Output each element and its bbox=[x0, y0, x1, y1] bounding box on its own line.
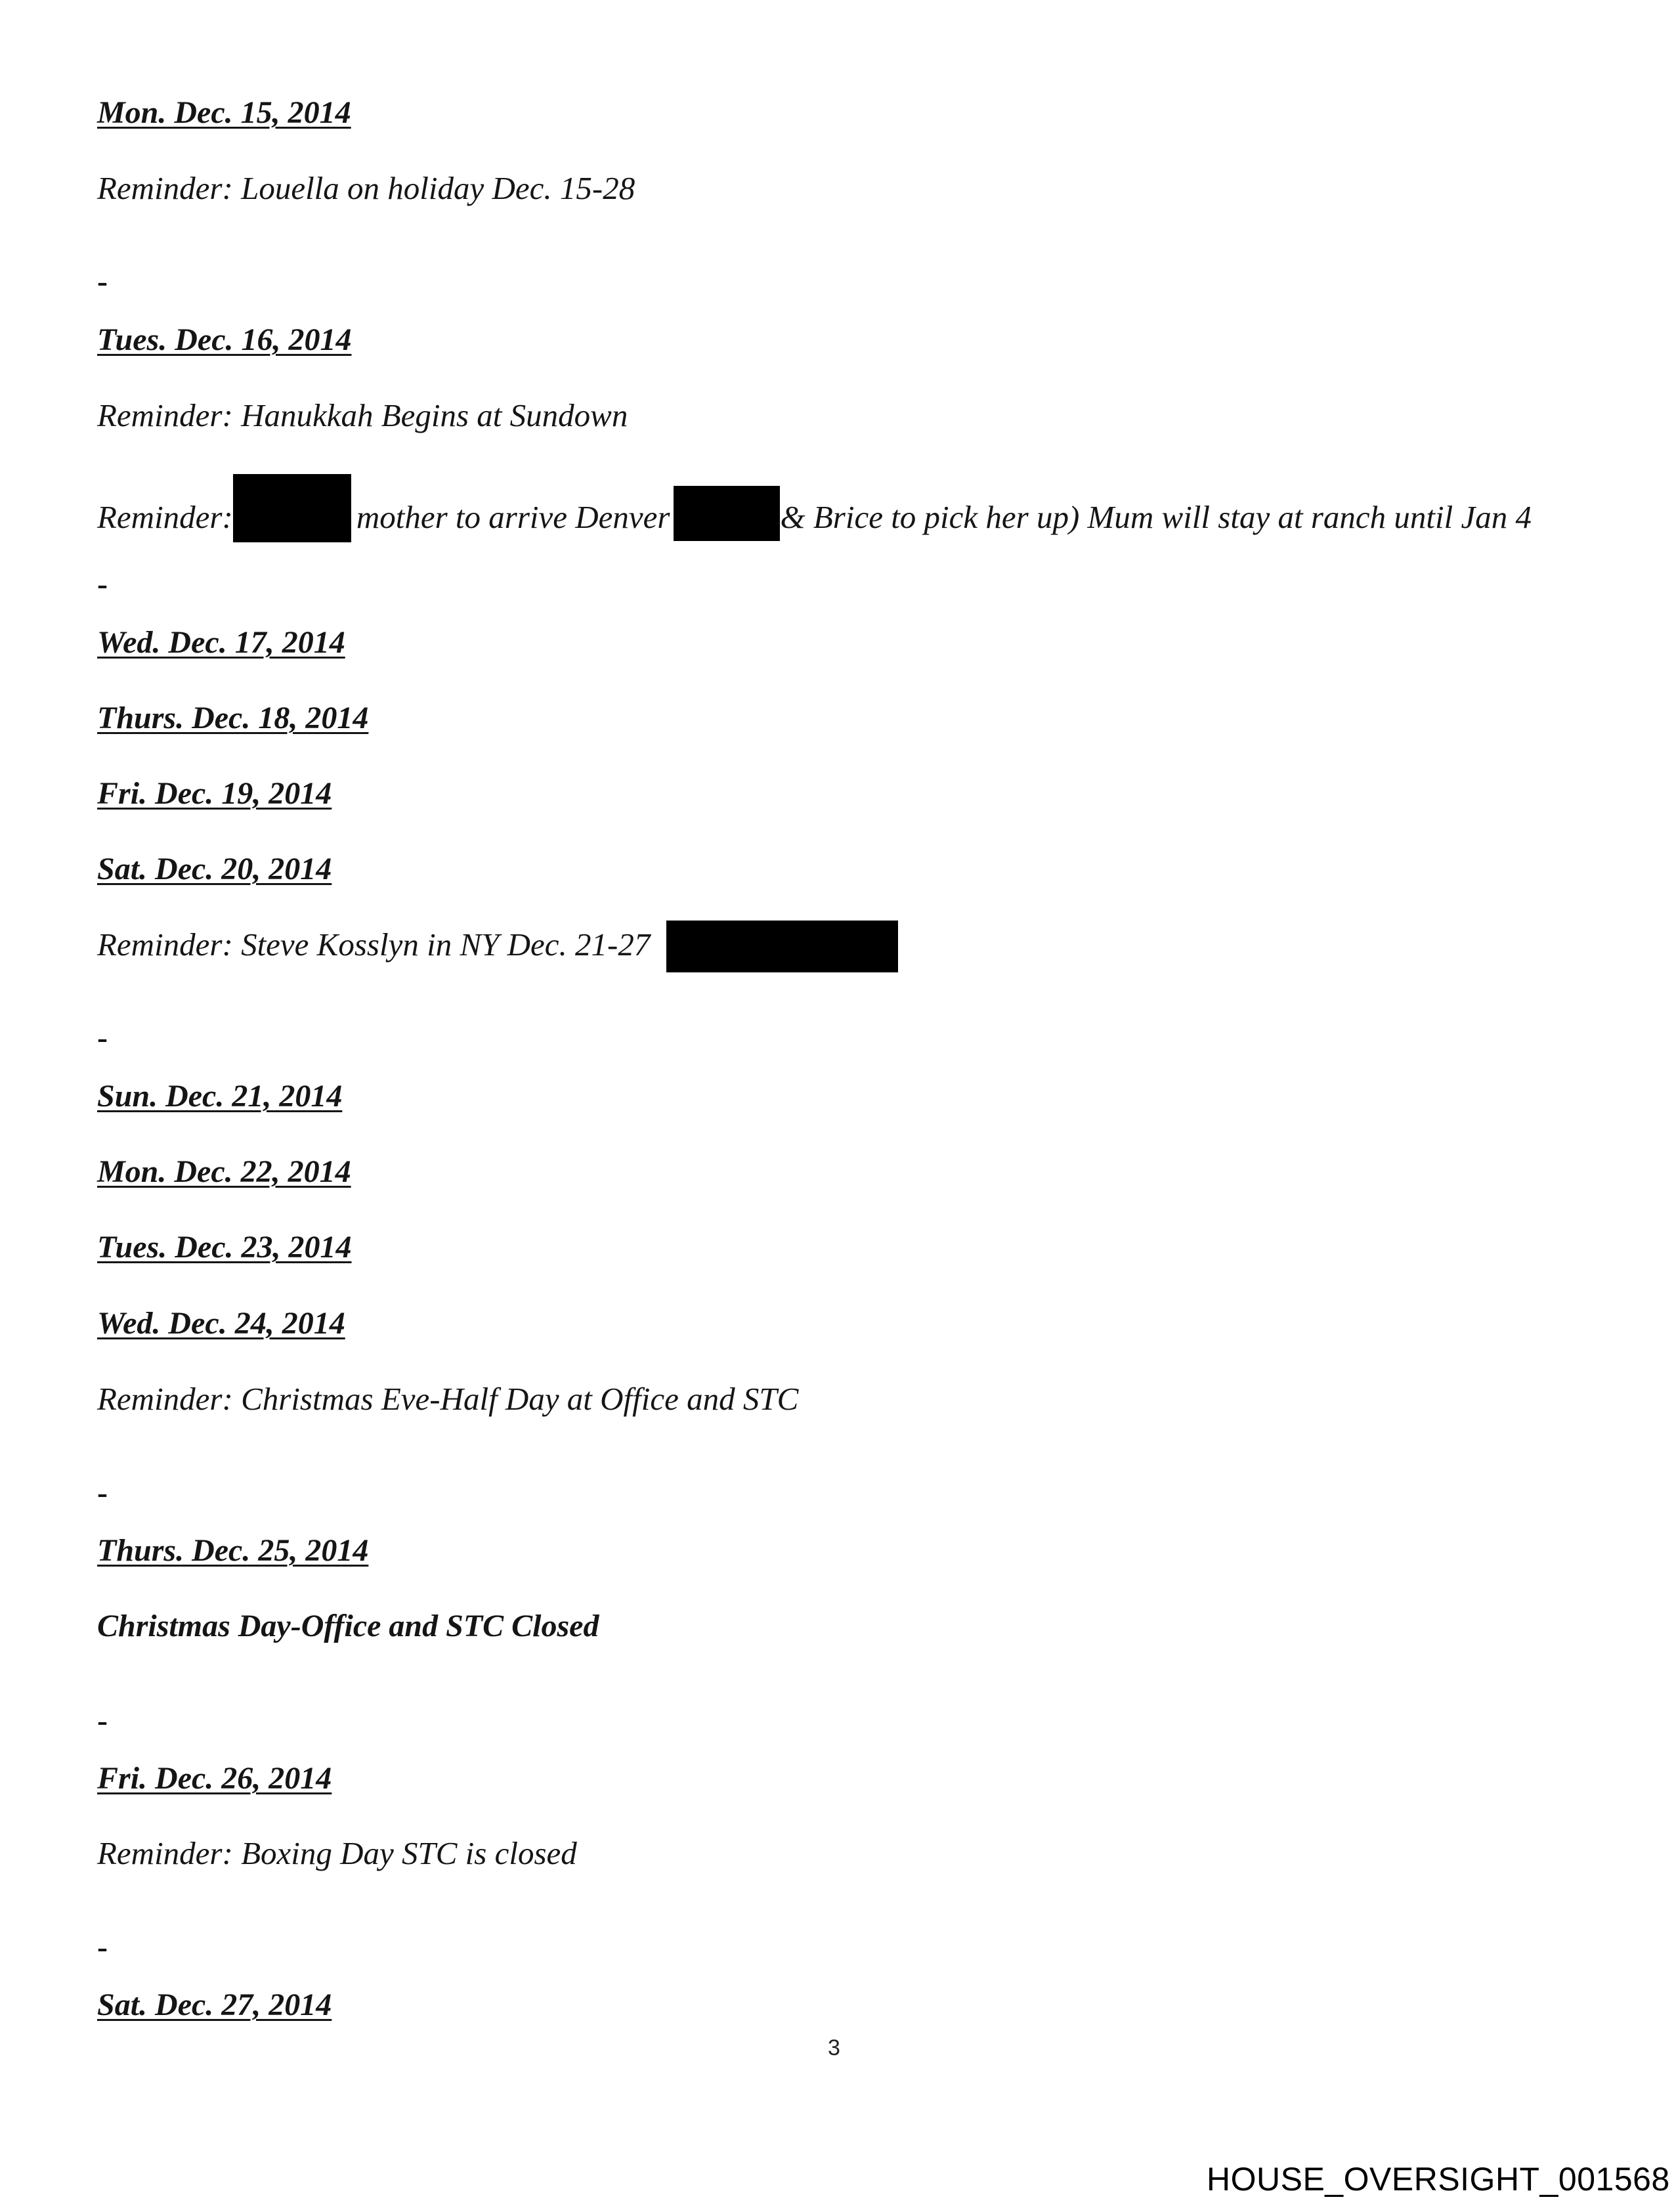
date-heading: Sat. Dec. 20, 2014 bbox=[97, 852, 332, 886]
reminder-line-redacted bbox=[97, 474, 1532, 542]
date-heading: Thurs. Dec. 25, 2014 bbox=[97, 1533, 369, 1568]
reminder-part: & Brice to pick her up) Mum will stay at ranch until Jan 4 bbox=[780, 499, 1532, 535]
date-heading: Thurs. Dec. 18, 2014 bbox=[97, 701, 369, 735]
date-heading: Sat. Dec. 27, 2014 bbox=[97, 1987, 332, 2022]
page-number: 3 bbox=[828, 2035, 840, 2060]
reminder-line: Reminder: Christmas Eve-Half Day at Office and STC bbox=[97, 1381, 799, 1417]
date-heading: Tues. Dec. 23, 2014 bbox=[97, 1230, 352, 1265]
separator: - bbox=[97, 1703, 108, 1738]
separator: - bbox=[97, 1020, 108, 1055]
reminder-line: Reminder: Louella on holiday Dec. 15-28 bbox=[97, 170, 635, 206]
bates-number: HOUSE_OVERSIGHT_001568 bbox=[1207, 2161, 1670, 2198]
reminder-line: Reminder: Boxing Day STC is closed bbox=[97, 1835, 577, 1871]
separator: - bbox=[97, 567, 108, 601]
date-heading: Mon. Dec. 22, 2014 bbox=[97, 1154, 351, 1189]
date-heading: Fri. Dec. 26, 2014 bbox=[97, 1761, 332, 1796]
redaction-box bbox=[666, 921, 898, 972]
date-heading: Mon. Dec. 15, 2014 bbox=[97, 95, 351, 130]
reminder-line: Reminder: Hanukkah Begins at Sundown bbox=[97, 397, 628, 433]
holiday-notice: Christmas Day-Office and STC Closed bbox=[97, 1609, 599, 1643]
separator: - bbox=[97, 264, 108, 299]
separator: - bbox=[97, 1930, 108, 1964]
date-heading: Fri. Dec. 19, 2014 bbox=[97, 776, 332, 811]
date-heading: Tues. Dec. 16, 2014 bbox=[97, 322, 352, 357]
date-heading: Wed. Dec. 24, 2014 bbox=[97, 1306, 345, 1341]
separator: - bbox=[97, 1475, 108, 1510]
date-heading: Sun. Dec. 21, 2014 bbox=[97, 1079, 343, 1114]
reminder-part: Reminder: bbox=[97, 499, 233, 535]
redaction-box bbox=[674, 486, 780, 541]
redaction-box bbox=[233, 474, 351, 542]
reminder-line: Reminder: Steve Kosslyn in NY Dec. 21-27 bbox=[97, 926, 651, 963]
date-heading: Wed. Dec. 17, 2014 bbox=[97, 625, 345, 660]
reminder-part: mother to arrive Denver bbox=[356, 499, 670, 535]
